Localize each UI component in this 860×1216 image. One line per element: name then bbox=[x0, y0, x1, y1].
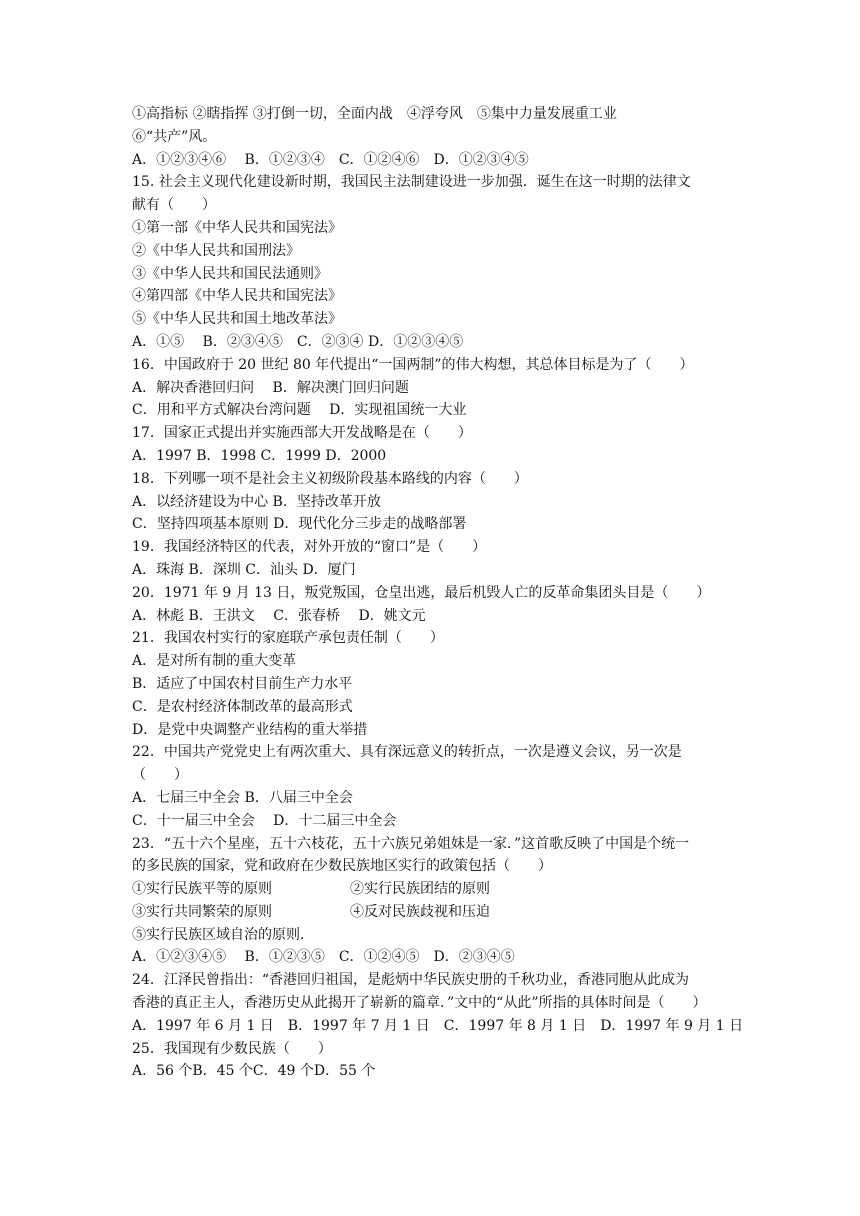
q16-answers-2: C．用和平方式解决台湾问题 D．实现祖国统一大业 bbox=[132, 402, 467, 419]
q24-stem-line-1: 24．江泽民曾指出：“香港回归祖国，是彪炳中华民族史册的千秋功业，香港同胞从此成为 bbox=[132, 972, 689, 989]
q23-options-row-2 bbox=[132, 901, 732, 924]
q15-item-4: ④第四部《中华人民共和国宪法》 bbox=[132, 288, 342, 305]
q15-item-3: ③《中华人民共和国民法通则》 bbox=[132, 265, 328, 282]
q23-stem-line-2: 的多民族的国家，党和政府在少数民族地区实行的政策包括（ ） bbox=[132, 858, 552, 875]
q23-option-3: ③实行共同繁荣的原则 bbox=[132, 903, 272, 920]
q22-answers-2: C．十一届三中全会 D．十二届三中全会 bbox=[132, 812, 397, 829]
q24-stem-line-2: 香港的真正主人，香港历史从此揭开了崭新的篇章．”文中的“从此”所指的具体时间是（ ） bbox=[132, 995, 707, 1012]
q15-item-5: ⑤《中华人民共和国土地改革法》 bbox=[132, 311, 342, 328]
q18-answers-1: A．以经济建设为中心 B．坚持改革开放 bbox=[132, 493, 381, 510]
q17-stem: 17．国家正式提出并实施西部大开发战略是在（ ） bbox=[132, 425, 472, 442]
q20-stem: 20．1971 年 9 月 13 日，叛党叛国，仓皇出逃，最后机毁人亡的反革命集团头目是（ ） bbox=[132, 584, 711, 601]
q15-stem-line-2: 献有（ ） bbox=[132, 197, 216, 214]
q24-answers: A．1997 年 6 月 1 日 B．1997 年 7 月 1 日 C．1997 年 8 月 1 日 D．1997 年 9 月 1 日 bbox=[132, 1017, 744, 1034]
question-list bbox=[132, 103, 744, 1083]
q16-stem: 16．中国政府于 20 世纪 80 年代提出“一国两制”的伟大构想，其总体目标是为了（ ） bbox=[132, 356, 694, 373]
q21-answer-d: D．是党中央调整产业结构的重大举措 bbox=[132, 721, 368, 738]
q25-stem: 25．我国现有少数民族（ ） bbox=[132, 1040, 332, 1057]
q14-options-line-2: ⑥“共产”风。 bbox=[132, 128, 217, 145]
q20-answers: A．林彪 B．王洪文 C．张春桥 D．姚文元 bbox=[132, 607, 426, 624]
q23-option-1: ①实行民族平等的原则 bbox=[132, 881, 272, 898]
q15-answers: A．①⑤ B．②③④⑤ C．②③④ D．①②③④⑤ bbox=[132, 333, 464, 350]
q16-answers-1: A．解决香港回归问 B．解决澳门回归问题 bbox=[132, 379, 409, 396]
q18-answers-2: C．坚持四项基本原则 D．现代化分三步走的战略部署 bbox=[132, 516, 467, 533]
q23-option-2: ②实行民族团结的原则 bbox=[350, 881, 490, 898]
q23-option-4: ④反对民族歧视和压迫 bbox=[350, 903, 490, 920]
q23-stem-line-1: 23．“五十六个星座，五十六枝花，五十六族兄弟姐妹是一家．”这首歌反映了中国是个统一 bbox=[132, 835, 690, 852]
q23-option-5: ⑤实行民族区域自治的原则． bbox=[132, 926, 314, 943]
q19-answers: A．珠海 B．深圳 C．汕头 D．厦门 bbox=[132, 561, 356, 578]
q14-options-line-1: ①高指标 ②瞎指挥 ③打倒一切，全面内战 ④浮夸风 ⑤集中力量发展重工业 bbox=[132, 106, 617, 122]
q22-stem-line-1: 22．中国共产党党史上有两次重大、具有深远意义的转折点，一次是遵义会议，另一次是 bbox=[132, 744, 682, 761]
q21-stem: 21．我国农村实行的家庭联产承包责任制（ ） bbox=[132, 630, 444, 647]
q23-options-row-1 bbox=[132, 878, 732, 901]
q23-answers: A．①②③④⑤ B．①②③⑤ C．①②④⑤ D．②③④⑤ bbox=[132, 949, 515, 966]
q18-stem: 18．下列哪一项不是社会主义初级阶段基本路线的内容（ ） bbox=[132, 470, 528, 487]
q15-item-1: ①第一部《中华人民共和国宪法》 bbox=[132, 219, 342, 236]
q15-stem-line-1: 15. 社会主义现代化建设新时期，我国民主法制建设进一步加强．诞生在这一时期的法律文 bbox=[132, 174, 691, 191]
q14-answers: A．①②③④⑥ B．①②③④ C．①②④⑥ D．①②③④⑤ bbox=[132, 151, 529, 168]
q21-answer-a: A．是对所有制的重大变革 bbox=[132, 653, 297, 670]
q22-stem-line-2: （ ） bbox=[132, 767, 188, 784]
q19-stem: 19．我国经济特区的代表，对外开放的“窗口”是（ ） bbox=[132, 539, 487, 556]
q25-answers: A．56 个B．45 个C．49 个D．55 个 bbox=[132, 1063, 376, 1080]
q15-item-2: ②《中华人民共和国刑法》 bbox=[132, 242, 300, 259]
q17-answers: A．1997 B．1998 C．1999 D．2000 bbox=[132, 447, 387, 464]
q21-answer-b: B．适应了中国农村目前生产力水平 bbox=[132, 675, 353, 692]
q21-answer-c: C．是农村经济体制改革的最高形式 bbox=[132, 698, 353, 715]
q22-answers-1: A．七届三中全会 B．八届三中全会 bbox=[132, 789, 353, 806]
